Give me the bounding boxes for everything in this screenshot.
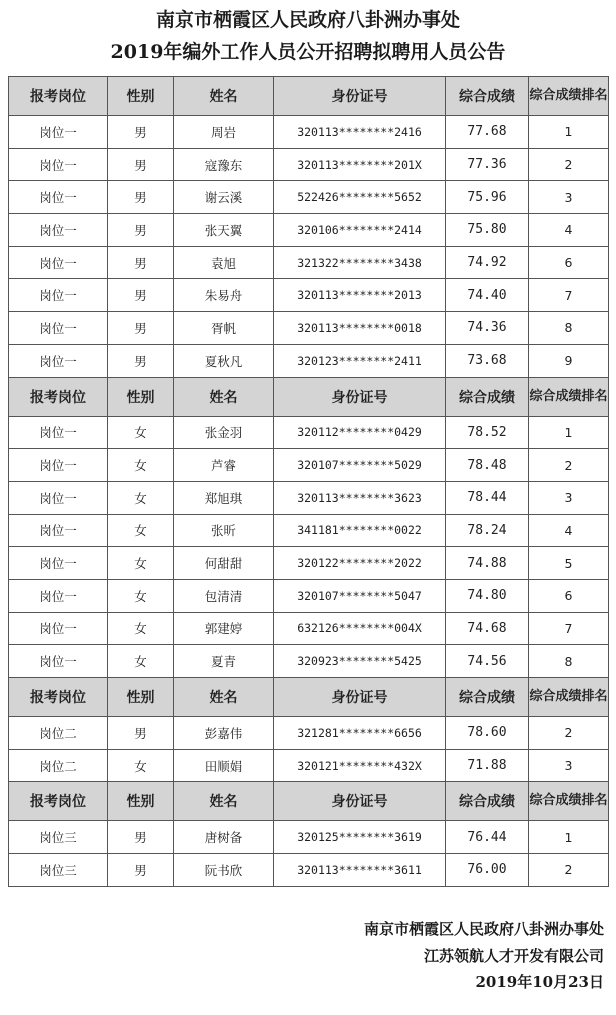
cell-score: 76.44	[446, 821, 529, 854]
cell-name: 田顺娟	[174, 749, 274, 782]
table-row	[9, 645, 609, 678]
cell-name: 何甜甜	[174, 547, 274, 580]
cell-gender: 男	[108, 181, 174, 214]
table-row	[9, 214, 609, 247]
cell-gender: 女	[108, 612, 174, 645]
header-score: 综合成绩	[446, 782, 529, 821]
cell-gender: 男	[108, 116, 174, 149]
header-rank: 综合成绩排名	[529, 377, 609, 416]
cell-post: 岗位一	[9, 279, 108, 312]
cell-gender: 女	[108, 547, 174, 580]
cell-post: 岗位一	[9, 312, 108, 345]
table-row	[9, 547, 609, 580]
cell-gender: 男	[108, 344, 174, 377]
header-name: 姓名	[174, 678, 274, 717]
cell-id: 320113********3611	[274, 854, 446, 887]
header-row	[9, 77, 609, 116]
cell-gender: 女	[108, 579, 174, 612]
cell-gender: 女	[108, 514, 174, 547]
cell-rank: 8	[529, 645, 609, 678]
cell-gender: 男	[108, 717, 174, 750]
cell-rank: 8	[529, 312, 609, 345]
cell-gender: 男	[108, 312, 174, 345]
cell-id: 320122********2022	[274, 547, 446, 580]
cell-name: 彭嘉伟	[174, 717, 274, 750]
cell-id: 320923********5425	[274, 645, 446, 678]
table-row	[9, 416, 609, 449]
cell-id: 320107********5029	[274, 449, 446, 482]
cell-gender: 男	[108, 854, 174, 887]
header-post: 报考岗位	[9, 77, 108, 116]
cell-score: 77.68	[446, 116, 529, 149]
table-row	[9, 148, 609, 181]
cell-post: 岗位一	[9, 449, 108, 482]
cell-score: 77.36	[446, 148, 529, 181]
table-row	[9, 717, 609, 750]
cell-rank: 7	[529, 612, 609, 645]
cell-post: 岗位一	[9, 416, 108, 449]
cell-name: 寇豫东	[174, 148, 274, 181]
cell-name: 芦睿	[174, 449, 274, 482]
cell-post: 岗位一	[9, 214, 108, 247]
header-score: 综合成绩	[446, 678, 529, 717]
document-title-line1: 南京市栖霞区人民政府八卦洲办事处	[155, 9, 460, 31]
header-id: 身份证号	[274, 782, 446, 821]
cell-name: 谢云溪	[174, 181, 274, 214]
cell-score: 74.92	[446, 246, 529, 279]
cell-post: 岗位一	[9, 481, 108, 514]
cell-rank: 4	[529, 214, 609, 247]
cell-name: 郭建婷	[174, 612, 274, 645]
cell-gender: 女	[108, 749, 174, 782]
cell-name: 夏青	[174, 645, 274, 678]
cell-id: 321322********3438	[274, 246, 446, 279]
header-name: 姓名	[174, 77, 274, 116]
cell-rank: 3	[529, 749, 609, 782]
cell-post: 岗位一	[9, 246, 108, 279]
cell-name: 夏秋凡	[174, 344, 274, 377]
header-post: 报考岗位	[9, 782, 108, 821]
header-row	[9, 678, 609, 717]
header-gender: 性别	[108, 782, 174, 821]
table-row	[9, 312, 609, 345]
header-name: 姓名	[174, 782, 274, 821]
table-row	[9, 344, 609, 377]
header-name: 姓名	[174, 377, 274, 416]
table-row	[9, 116, 609, 149]
signature-date: 2019年10月23日	[475, 973, 604, 991]
table-row	[9, 579, 609, 612]
cell-rank: 2	[529, 854, 609, 887]
document-title-line2: 2019年编外工作人员公开招聘拟聘用人员公告	[110, 41, 506, 63]
signature-org2: 江苏领航人才开发有限公司	[423, 947, 604, 965]
cell-post: 岗位二	[9, 717, 108, 750]
cell-rank: 3	[529, 181, 609, 214]
cell-gender: 男	[108, 148, 174, 181]
cell-gender: 女	[108, 645, 174, 678]
cell-id: 320113********2416	[274, 116, 446, 149]
cell-gender: 男	[108, 279, 174, 312]
header-score: 综合成绩	[446, 377, 529, 416]
table-row	[9, 854, 609, 887]
cell-gender: 男	[108, 821, 174, 854]
header-score: 综合成绩	[446, 77, 529, 116]
cell-post: 岗位一	[9, 116, 108, 149]
cell-gender: 男	[108, 246, 174, 279]
cell-id: 320121********432X	[274, 749, 446, 782]
cell-id: 320113********3623	[274, 481, 446, 514]
cell-name: 包清清	[174, 579, 274, 612]
cell-score: 78.44	[446, 481, 529, 514]
cell-id: 320112********0429	[274, 416, 446, 449]
cell-rank: 1	[529, 416, 609, 449]
header-rank: 综合成绩排名	[529, 782, 609, 821]
cell-rank: 1	[529, 116, 609, 149]
cell-rank: 2	[529, 717, 609, 750]
cell-score: 78.60	[446, 717, 529, 750]
cell-rank: 6	[529, 579, 609, 612]
cell-id: 320113********0018	[274, 312, 446, 345]
header-gender: 性别	[108, 77, 174, 116]
header-row	[9, 377, 609, 416]
cell-rank: 7	[529, 279, 609, 312]
cell-name: 唐树备	[174, 821, 274, 854]
cell-rank: 1	[529, 821, 609, 854]
cell-post: 岗位一	[9, 148, 108, 181]
header-row	[9, 782, 609, 821]
cell-post: 岗位三	[9, 854, 108, 887]
header-rank: 综合成绩排名	[529, 77, 609, 116]
cell-rank: 3	[529, 481, 609, 514]
cell-score: 74.80	[446, 579, 529, 612]
cell-rank: 5	[529, 547, 609, 580]
cell-id: 320123********2411	[274, 344, 446, 377]
cell-score: 75.80	[446, 214, 529, 247]
cell-name: 袁旭	[174, 246, 274, 279]
header-id: 身份证号	[274, 77, 446, 116]
cell-score: 74.68	[446, 612, 529, 645]
cell-id: 320113********2013	[274, 279, 446, 312]
cell-score: 78.24	[446, 514, 529, 547]
cell-post: 岗位一	[9, 579, 108, 612]
cell-name: 胥帆	[174, 312, 274, 345]
cell-post: 岗位一	[9, 514, 108, 547]
table-row	[9, 514, 609, 547]
cell-score: 73.68	[446, 344, 529, 377]
cell-name: 张天翼	[174, 214, 274, 247]
table-row	[9, 612, 609, 645]
cell-name: 郑旭琪	[174, 481, 274, 514]
header-id: 身份证号	[274, 678, 446, 717]
cell-score: 74.56	[446, 645, 529, 678]
cell-score: 74.40	[446, 279, 529, 312]
candidates-table	[8, 76, 609, 887]
header-gender: 性别	[108, 377, 174, 416]
cell-rank: 2	[529, 449, 609, 482]
cell-rank: 2	[529, 148, 609, 181]
cell-gender: 女	[108, 449, 174, 482]
cell-score: 78.52	[446, 416, 529, 449]
cell-score: 76.00	[446, 854, 529, 887]
table-row	[9, 821, 609, 854]
cell-post: 岗位一	[9, 181, 108, 214]
cell-score: 78.48	[446, 449, 529, 482]
table-row	[9, 749, 609, 782]
cell-id: 320107********5047	[274, 579, 446, 612]
header-id: 身份证号	[274, 377, 446, 416]
table-row	[9, 279, 609, 312]
cell-id: 320106********2414	[274, 214, 446, 247]
header-rank: 综合成绩排名	[529, 678, 609, 717]
cell-id: 341181********0022	[274, 514, 446, 547]
cell-id: 522426********5652	[274, 181, 446, 214]
cell-score: 74.88	[446, 547, 529, 580]
cell-rank: 6	[529, 246, 609, 279]
cell-score: 75.96	[446, 181, 529, 214]
cell-name: 张金羽	[174, 416, 274, 449]
cell-gender: 男	[108, 214, 174, 247]
cell-name: 朱易舟	[174, 279, 274, 312]
cell-rank: 9	[529, 344, 609, 377]
cell-id: 632126********004X	[274, 612, 446, 645]
table-row	[9, 246, 609, 279]
signature-org1: 南京市栖霞区人民政府八卦洲办事处	[363, 920, 604, 938]
header-gender: 性别	[108, 678, 174, 717]
cell-post: 岗位一	[9, 612, 108, 645]
cell-post: 岗位一	[9, 547, 108, 580]
cell-id: 321281********6656	[274, 717, 446, 750]
cell-name: 张昕	[174, 514, 274, 547]
table-row	[9, 449, 609, 482]
cell-rank: 4	[529, 514, 609, 547]
cell-post: 岗位三	[9, 821, 108, 854]
candidates-table-body	[9, 77, 609, 887]
cell-name: 周岩	[174, 116, 274, 149]
header-post: 报考岗位	[9, 377, 108, 416]
table-row	[9, 181, 609, 214]
cell-post: 岗位二	[9, 749, 108, 782]
cell-post: 岗位一	[9, 344, 108, 377]
cell-gender: 女	[108, 416, 174, 449]
cell-id: 320113********201X	[274, 148, 446, 181]
header-post: 报考岗位	[9, 678, 108, 717]
cell-post: 岗位一	[9, 645, 108, 678]
cell-score: 74.36	[446, 312, 529, 345]
cell-score: 71.88	[446, 749, 529, 782]
cell-name: 阮书欣	[174, 854, 274, 887]
cell-gender: 女	[108, 481, 174, 514]
table-row	[9, 481, 609, 514]
cell-id: 320125********3619	[274, 821, 446, 854]
